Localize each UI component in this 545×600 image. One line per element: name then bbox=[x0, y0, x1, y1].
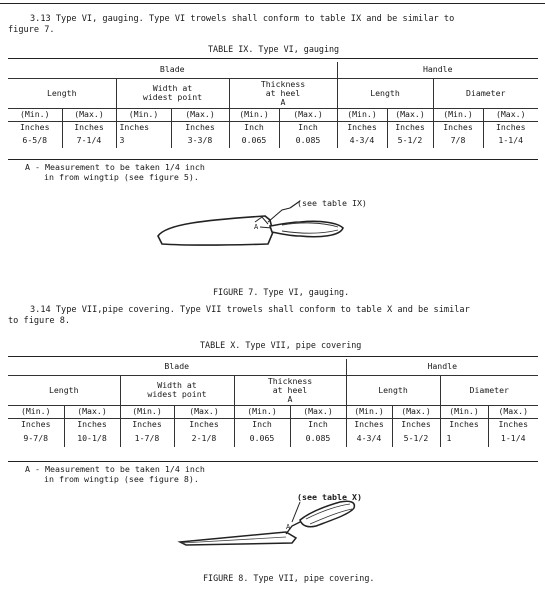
t9-unit: Inches bbox=[62, 121, 116, 134]
table-9 bbox=[8, 62, 538, 148]
t9-value: 7/8 bbox=[433, 134, 483, 148]
t10-minmax: (Min.) bbox=[234, 405, 290, 418]
table-9-bottom-rule bbox=[8, 159, 538, 160]
t9-unit: Inch bbox=[229, 121, 279, 134]
t9-minmax: (Min.) bbox=[337, 108, 387, 121]
t9-value: 7-1/4 bbox=[62, 134, 116, 148]
table-10 bbox=[8, 359, 538, 447]
t9-unit: Inches bbox=[171, 121, 229, 134]
t10-value: 5-1/2 bbox=[392, 431, 440, 447]
t10-minmax: (Max.) bbox=[392, 405, 440, 418]
t9-unit: Inches bbox=[116, 121, 171, 134]
t10-unit: Inches bbox=[488, 418, 538, 431]
t9-value: 6-5/8 bbox=[8, 134, 62, 148]
t10-value: 4-3/4 bbox=[346, 431, 392, 447]
table-10-note-line2: in from wingtip (see figure 8). bbox=[44, 474, 199, 484]
t10-unit: Inch bbox=[290, 418, 346, 431]
t10-unit: Inches bbox=[8, 418, 64, 431]
t10-value: 0.085 bbox=[290, 431, 346, 447]
t9-col-width: Width at widest point bbox=[116, 78, 229, 108]
figure-8-callout-letter: A bbox=[286, 523, 291, 531]
t9-minmax: (Min.) bbox=[229, 108, 279, 121]
table-9-note-line1: A - Measurement to be taken 1/4 inch bbox=[25, 162, 205, 172]
t9-unit: Inches bbox=[483, 121, 538, 134]
figure-7-callout: (see table IX) bbox=[297, 198, 367, 208]
figure-8-trowel-drawing bbox=[0, 490, 545, 560]
t9-minmax: (Max.) bbox=[171, 108, 229, 121]
section-3-13-line1: 3.13 Type VI, gauging. Type VI trowels shall conform to table IX and be similar to bbox=[30, 14, 455, 24]
t9-value: 3-3/8 bbox=[171, 134, 229, 148]
t10-unit: Inches bbox=[440, 418, 488, 431]
section-3-13-line2: figure 7. bbox=[8, 25, 55, 35]
t9-value: 3 bbox=[116, 134, 171, 148]
t10-unit: Inches bbox=[174, 418, 234, 431]
table-10-top-rule bbox=[8, 356, 538, 357]
t9-minmax: (Max.) bbox=[387, 108, 433, 121]
t10-value: 1-1/4 bbox=[488, 431, 538, 447]
figure-8-callout: (see table X) bbox=[297, 492, 362, 502]
t10-minmax: (Min.) bbox=[8, 405, 64, 418]
t10-minmax: (Max.) bbox=[290, 405, 346, 418]
t10-minmax: (Max.) bbox=[174, 405, 234, 418]
t9-col-length: Length bbox=[8, 78, 116, 108]
figure-7-caption: FIGURE 7. Type VI, gauging. bbox=[213, 287, 350, 297]
t9-unit: Inches bbox=[433, 121, 483, 134]
t9-col-handle-length: Length bbox=[337, 78, 433, 108]
t10-value: 1 bbox=[440, 431, 488, 447]
t9-unit: Inches bbox=[387, 121, 433, 134]
t9-value: 0.085 bbox=[279, 134, 337, 148]
t9-minmax: (Min.) bbox=[433, 108, 483, 121]
t10-col-handle-length: Length bbox=[346, 375, 440, 405]
t10-group-blade: Blade bbox=[8, 359, 346, 375]
table-10-title: TABLE X. Type VII, pipe covering bbox=[200, 340, 362, 350]
t9-col-diameter: Diameter bbox=[433, 78, 538, 108]
figure-7-trowel-drawing bbox=[0, 188, 545, 278]
t10-unit: Inches bbox=[392, 418, 440, 431]
section-3-14-line1: 3.14 Type VII,pipe covering. Type VII trowels shall conform to table X and be similar bbox=[30, 305, 470, 315]
table-9-top-rule bbox=[8, 58, 538, 59]
t10-minmax: (Min.) bbox=[120, 405, 174, 418]
t10-col-length: Length bbox=[8, 375, 120, 405]
table-9-note-line2: in from wingtip (see figure 5). bbox=[44, 172, 199, 182]
t10-unit: Inches bbox=[64, 418, 120, 431]
table-10-note-line1: A - Measurement to be taken 1/4 inch bbox=[25, 464, 205, 474]
t9-minmax: (Min.) bbox=[116, 108, 171, 121]
t9-value: 5-1/2 bbox=[387, 134, 433, 148]
t10-value: 0.065 bbox=[234, 431, 290, 447]
t9-minmax: (Max.) bbox=[62, 108, 116, 121]
t10-col-thickness: Thickness at heel A bbox=[234, 375, 346, 405]
t9-value: 0.065 bbox=[229, 134, 279, 148]
t9-value: 1-1/4 bbox=[483, 134, 538, 148]
t10-group-handle: Handle bbox=[346, 359, 538, 375]
t9-group-handle: Handle bbox=[337, 62, 538, 78]
t9-minmax: (Min.) bbox=[8, 108, 62, 121]
t10-col-diameter: Diameter bbox=[440, 375, 538, 405]
t9-group-blade: Blade bbox=[8, 62, 337, 78]
t9-minmax: (Max.) bbox=[483, 108, 538, 121]
t10-unit: Inches bbox=[120, 418, 174, 431]
t9-col-thickness: Thickness at heel A bbox=[229, 78, 337, 108]
t10-value: 1-7/8 bbox=[120, 431, 174, 447]
top-rule bbox=[0, 3, 545, 4]
t9-value: 4-3/4 bbox=[337, 134, 387, 148]
figure-7-callout-letter: A bbox=[254, 223, 259, 231]
t10-value: 9-7/8 bbox=[8, 431, 64, 447]
t9-unit: Inch bbox=[279, 121, 337, 134]
figure-8-caption: FIGURE 8. Type VII, pipe covering. bbox=[203, 573, 375, 583]
t10-value: 10-1/8 bbox=[64, 431, 120, 447]
t10-minmax: (Max.) bbox=[64, 405, 120, 418]
t9-minmax: (Max.) bbox=[279, 108, 337, 121]
t10-unit: Inches bbox=[346, 418, 392, 431]
t10-unit: Inch bbox=[234, 418, 290, 431]
t10-minmax: (Max.) bbox=[488, 405, 538, 418]
table-9-title: TABLE IX. Type VI, gauging bbox=[208, 44, 340, 54]
table-10-bottom-rule bbox=[8, 461, 538, 462]
t10-minmax: (Min.) bbox=[346, 405, 392, 418]
t9-unit: Inches bbox=[8, 121, 62, 134]
t9-unit: Inches bbox=[337, 121, 387, 134]
section-3-14-line2: to figure 8. bbox=[8, 316, 71, 326]
t10-col-width: Width at widest point bbox=[120, 375, 234, 405]
t10-minmax: (Min.) bbox=[440, 405, 488, 418]
t10-value: 2-1/8 bbox=[174, 431, 234, 447]
